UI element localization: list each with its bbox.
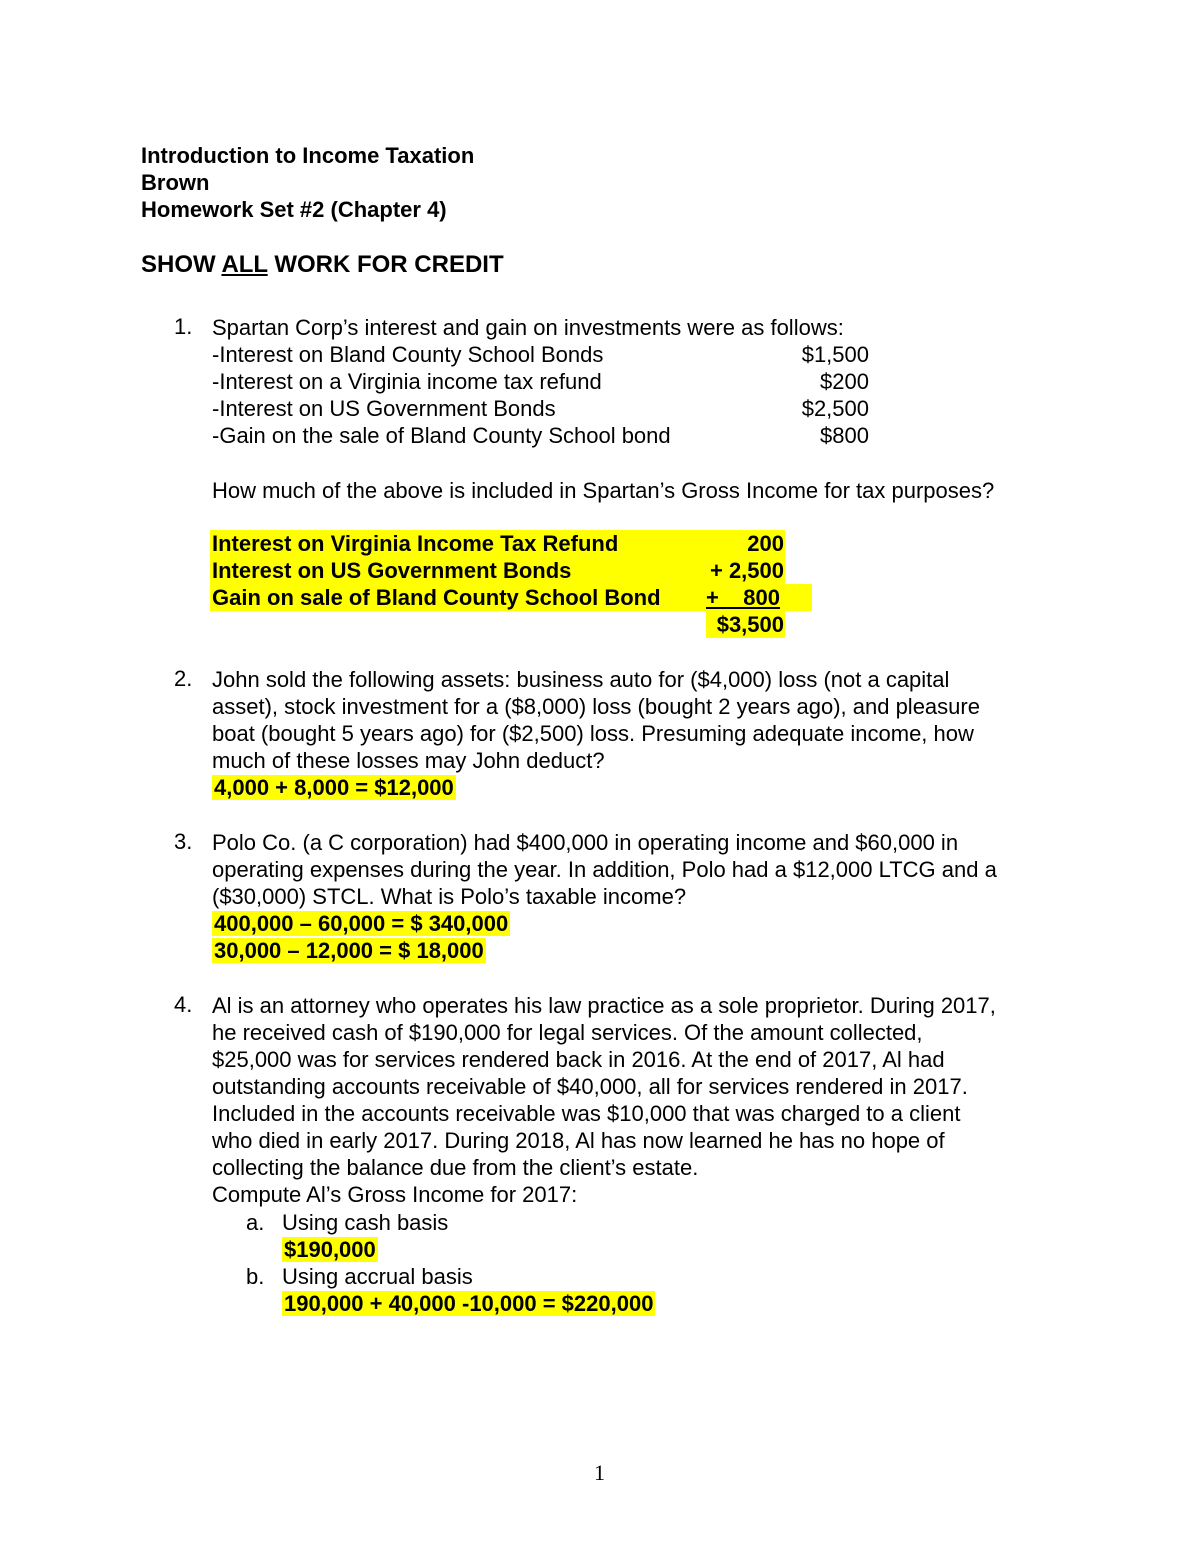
q4-line: he received cash of $190,000 for legal services. Of the amount collected,	[212, 1020, 923, 1045]
q1-item-label: -Gain on the sale of Bland County School bond	[212, 423, 671, 448]
q4-part-text: Using accrual basis	[282, 1264, 473, 1289]
q4-part-answer: $190,000	[284, 1237, 376, 1262]
q4-line: $25,000 was for services rendered back in 2016. At the end of 2017, Al had	[212, 1047, 945, 1072]
q1-intro: Spartan Corp’s interest and gain on investments were as follows:	[212, 315, 844, 340]
q4-line: Included in the accounts receivable was $10,000 that was charged to a client	[212, 1101, 961, 1126]
instructor-name: Brown	[141, 170, 210, 195]
q1-item-label: -Interest on US Government Bonds	[212, 396, 556, 421]
q3-answer: 30,000 – 12,000 = $ 18,000	[214, 938, 484, 963]
instruction-pre: SHOW	[141, 251, 222, 278]
q4-number: 4.	[174, 992, 193, 1017]
q4-line: collecting the balance due from the client’s estate.	[212, 1155, 699, 1180]
q4-part-letter: b.	[246, 1264, 265, 1289]
q2-line: much of these losses may John deduct?	[212, 748, 605, 773]
q1-answer-amount: + 2,500	[709, 558, 784, 583]
q1-answer-total: $3,500	[716, 612, 784, 637]
q3-line: Polo Co. (a C corporation) had $400,000 in operating income and $60,000 in	[212, 830, 959, 855]
q1-answer-amount: + 800	[706, 585, 781, 610]
q4-line: who died in early 2017. During 2018, Al has now learned he has no hope of	[212, 1128, 945, 1153]
q1-answer-amount: 200	[747, 531, 784, 556]
assignment-title: Homework Set #2 (Chapter 4)	[141, 197, 447, 222]
q4-line: outstanding accounts receivable of $40,000, all for services rendered in 2017.	[212, 1074, 968, 1099]
q1-item-amount: $200	[820, 369, 869, 394]
q2-number: 2.	[174, 666, 193, 691]
course-title: Introduction to Income Taxation	[141, 143, 475, 168]
q4-line: Al is an attorney who operates his law practice as a sole proprietor. During 2017,	[212, 993, 996, 1018]
q2-line: boat (bought 5 years ago) for ($2,500) loss. Presuming adequate income, how	[212, 721, 974, 746]
q1-item-amount: $2,500	[801, 396, 869, 421]
q4-part-letter: a.	[246, 1210, 265, 1235]
q1-number: 1.	[174, 314, 193, 339]
q1-answer-label: Interest on US Government Bonds	[212, 558, 572, 583]
page-number: 1	[594, 1460, 605, 1485]
q4-part-answer: 190,000 + 40,000 -10,000 = $220,000	[284, 1291, 654, 1316]
instruction-heading	[141, 250, 504, 280]
q1-item-amount: $800	[820, 423, 869, 448]
q1-item-label: -Interest on Bland County School Bonds	[212, 342, 604, 367]
q3-answer: 400,000 – 60,000 = $ 340,000	[214, 911, 509, 936]
instruction-emphasis: ALL	[221, 251, 268, 278]
q4-line: Compute Al’s Gross Income for 2017:	[212, 1182, 578, 1207]
q1-item-label: -Interest on a Virginia income tax refund	[212, 369, 602, 394]
q4-part-text: Using cash basis	[282, 1210, 449, 1235]
q2-line: John sold the following assets: business auto for ($4,000) loss (not a capital	[212, 667, 950, 692]
q1-answer-label: Interest on Virginia Income Tax Refund	[212, 531, 619, 556]
q2-line: asset), stock investment for a ($8,000) loss (bought 2 years ago), and pleasure	[212, 694, 980, 719]
q1-item-amount: $1,500	[801, 342, 869, 367]
q3-number: 3.	[174, 829, 193, 854]
q3-line: operating expenses during the year. In addition, Polo had a $12,000 LTCG and a	[212, 857, 997, 882]
q2-answer: 4,000 + 8,000 = $12,000	[214, 775, 454, 800]
instruction-post: WORK FOR CREDIT	[267, 251, 504, 278]
q1-question: How much of the above is included in Spartan’s Gross Income for tax purposes?	[212, 478, 995, 503]
q3-line: ($30,000) STCL. What is Polo’s taxable income?	[212, 884, 687, 909]
q1-answer-label: Gain on sale of Bland County School Bond	[212, 585, 661, 610]
